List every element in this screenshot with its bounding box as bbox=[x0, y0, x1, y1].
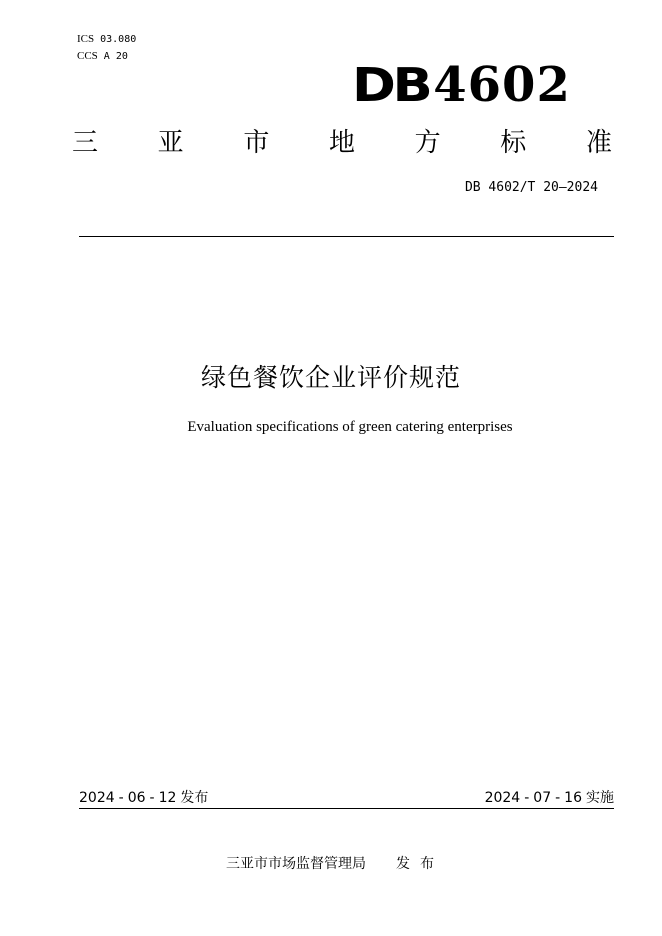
issue-month: 06 bbox=[127, 790, 146, 806]
top-divider bbox=[79, 236, 614, 237]
issuer bbox=[226, 854, 444, 874]
implement-day: 16 bbox=[564, 790, 582, 806]
issue-year: 2024 bbox=[79, 790, 115, 806]
standard-type-char: 地 bbox=[328, 128, 355, 158]
standard-type-heading bbox=[72, 125, 612, 161]
issuer-name: 三亚市市场监督管理局 bbox=[226, 856, 366, 872]
standard-type-char: 准 bbox=[585, 128, 612, 158]
db-logo bbox=[352, 57, 571, 113]
ics-classification bbox=[77, 31, 136, 48]
implementation-date: 2024 - 07 - 16 实施 bbox=[484, 790, 614, 806]
issue-date: 2024 - 06 - 12 发布 bbox=[79, 790, 209, 806]
ccs-code: A 20 bbox=[103, 51, 128, 62]
bottom-divider bbox=[79, 808, 614, 809]
issue-label: 发布 bbox=[180, 790, 209, 806]
standard-type-char: 亚 bbox=[157, 128, 184, 158]
standard-type-char: 方 bbox=[414, 128, 441, 158]
standard-type-char: 三 bbox=[72, 128, 99, 158]
standard-number: DB 4602/T 20—2024 bbox=[464, 180, 598, 195]
issuer-action: 发布 bbox=[396, 856, 444, 872]
document-title-en: Evaluation specifications of green catering enterprises bbox=[187, 419, 513, 435]
implement-year: 2024 bbox=[484, 790, 521, 806]
db-logo-number: 4602 bbox=[433, 57, 571, 113]
implement-label: 实施 bbox=[586, 790, 614, 806]
db-logo-letters: DB bbox=[352, 58, 430, 112]
ccs-classification bbox=[77, 48, 128, 65]
issue-day: 12 bbox=[158, 790, 177, 806]
document-title-cn: 绿色餐饮企业评价规范 bbox=[200, 363, 461, 392]
ics-code: 03.080 bbox=[100, 34, 137, 45]
ics-label: ICS bbox=[77, 33, 95, 45]
standard-type-char: 标 bbox=[500, 128, 527, 158]
standard-type-char: 市 bbox=[243, 128, 270, 158]
ccs-label: CCS bbox=[77, 50, 98, 62]
implement-month: 07 bbox=[533, 790, 552, 806]
